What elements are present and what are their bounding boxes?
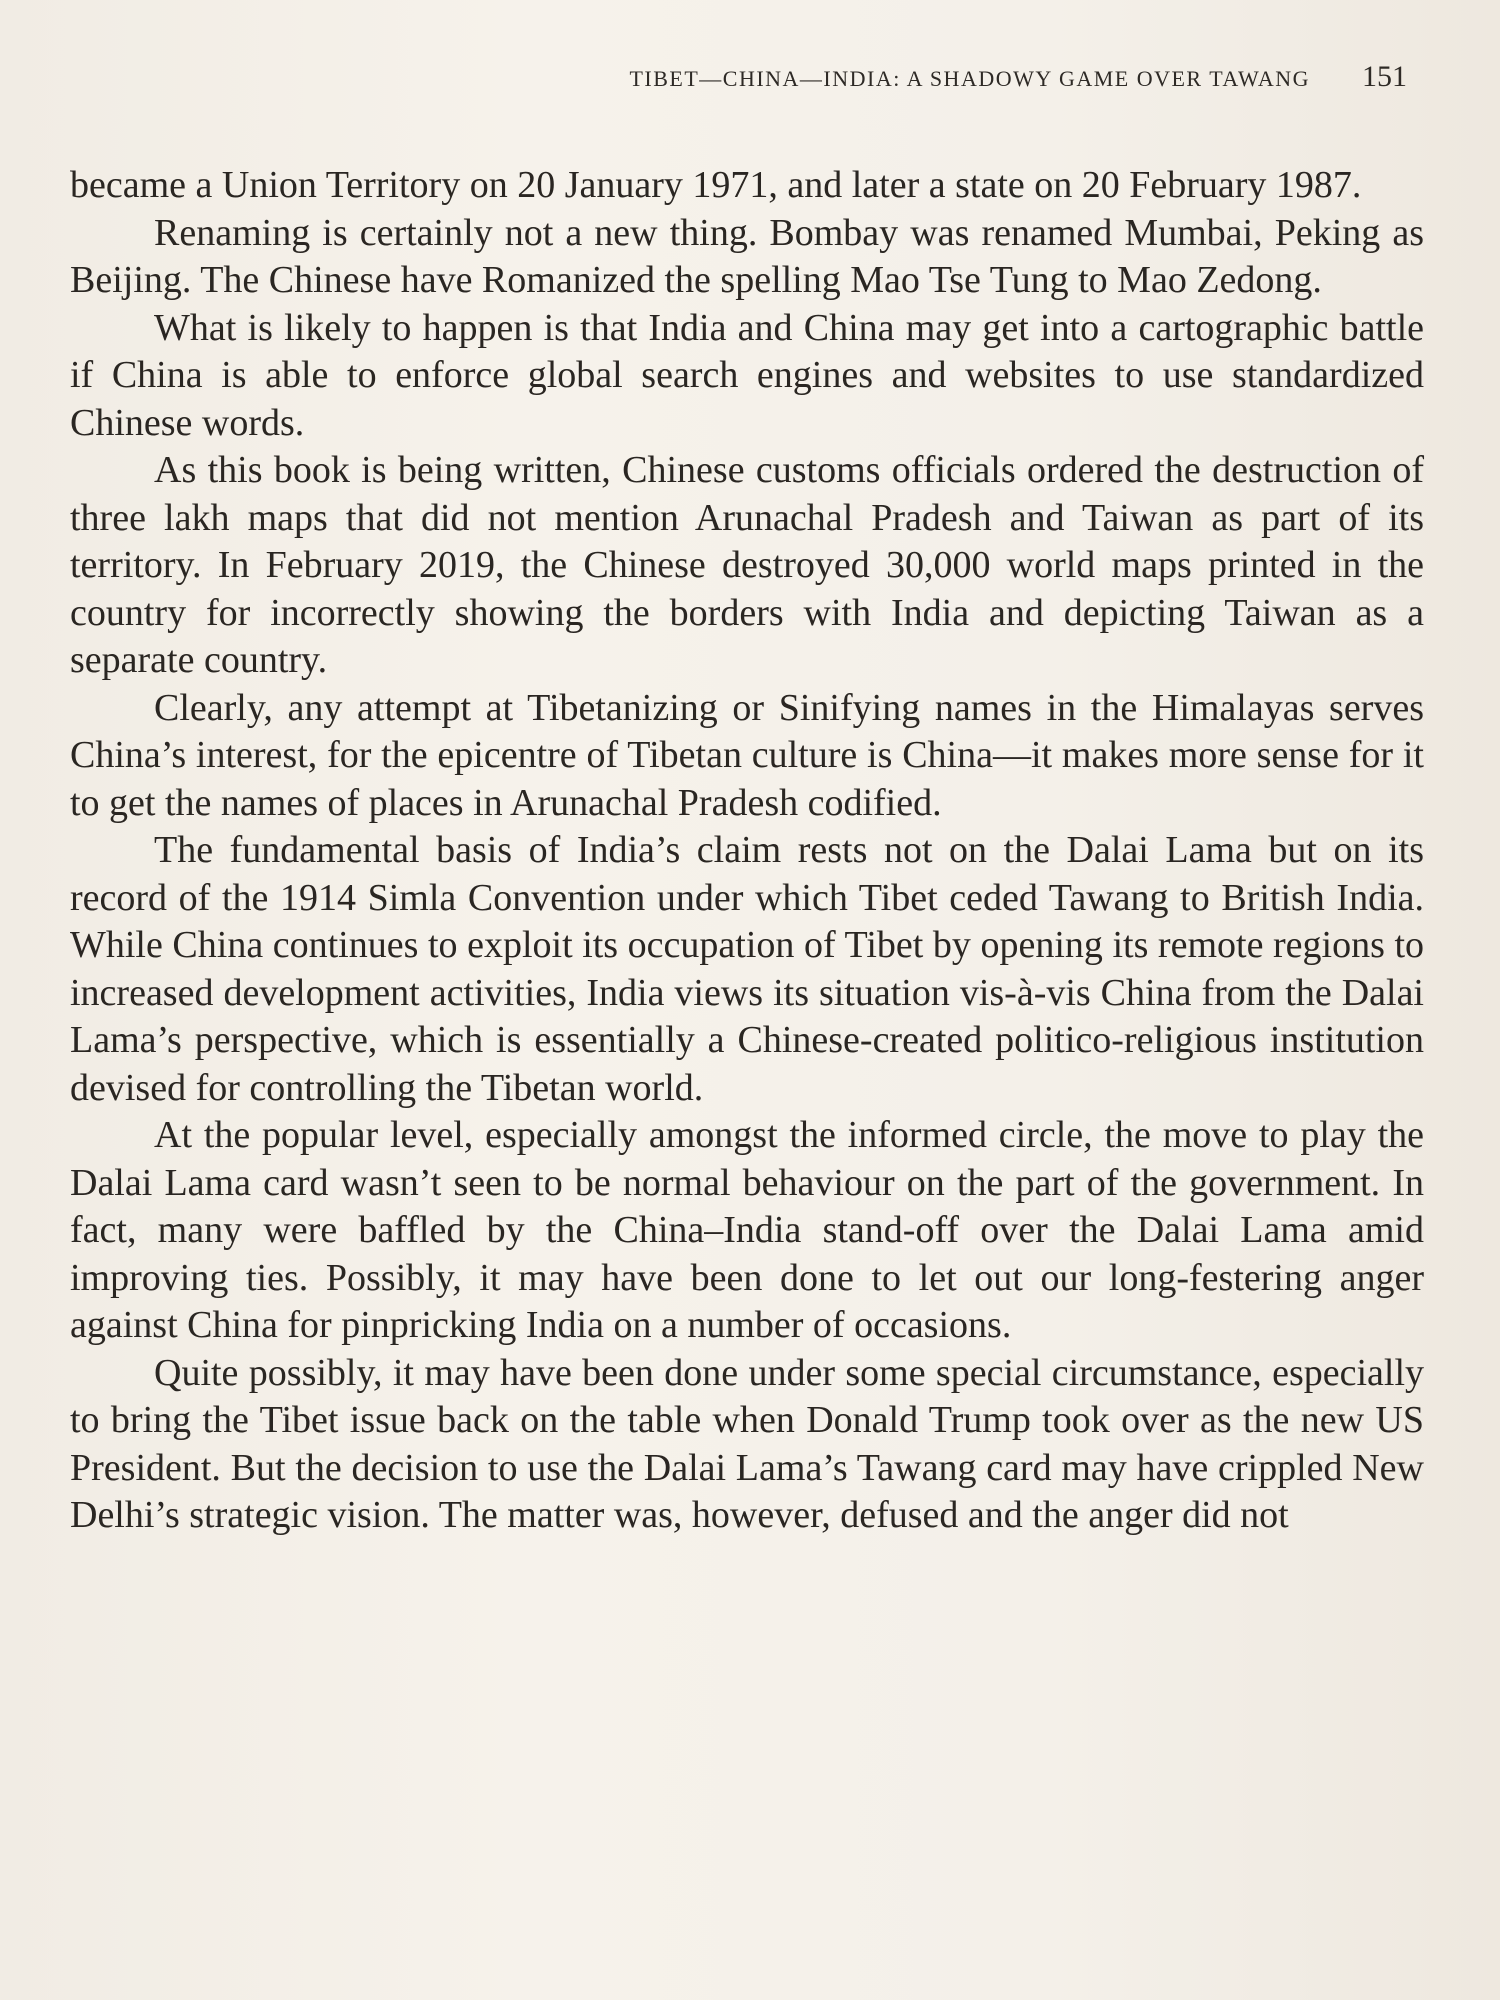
- paragraph: Clearly, any attempt at Tibetanizing or Sinifying names in the Himalayas serves China’s interest, for the epicentre of Tibetan culture is China—it makes more sense for it to get the names of places in Arunachal Pradesh codified.: [70, 686, 1424, 824]
- running-head: TIBET—CHINA—INDIA: A SHADOWY GAME OVER TAWANG: [629, 66, 1310, 91]
- paragraph: As this book is being written, Chinese customs officials ordered the destruction of three lakh maps that did not mention Arunachal Pradesh and Taiwan as part of its territory. In February 2019, the Chinese destroyed 30,000 world maps printed in the country for incorrectly showing the borders with India and depicting Taiwan as a separate country.: [70, 449, 1424, 681]
- paragraph: What is likely to happen is that India and China may get into a cartographic battle if China is able to enforce global search engines and websites to use standardized Chinese words.: [70, 306, 1424, 444]
- paragraph: Quite possibly, it may have been done under some special circumstance, especially to bring the Tibet issue back on the table when Donald Trump took over as the new US President. But the decision to use the Dalai Lama’s Tawang card may have crippled New Delhi’s strategic vision. The matter was, however, defused and the anger did not: [70, 1351, 1424, 1536]
- paragraph: became a Union Territory on 20 January 1971, and later a state on 20 February 1987.: [70, 164, 1362, 206]
- paragraph: The fundamental basis of India’s claim rests not on the Dalai Lama but on its record of the 1914 Simla Convention under which Tibet ceded Tawang to British India. While China continues to exploit its occupation of Tibet by opening its remote regions to increased development activities, India views its situation vis-à-vis China from the Dalai Lama’s perspective, which is essentially a Chinese-created politico-religious institution devised for controlling the Tibetan world.: [70, 829, 1424, 1109]
- page-number: 151: [1362, 60, 1407, 93]
- paragraph: Renaming is certainly not a new thing. Bombay was renamed Mumbai, Peking as Beijing. The Chinese have Romanized the spelling Mao Tse Tung to Mao Zedong.: [70, 211, 1424, 301]
- paragraph: At the popular level, especially amongst the informed circle, the move to play the Dalai Lama card wasn’t seen to be normal behaviour on the part of the government. In fact, many were baffled by the China–India stand-off over the Dalai Lama amid improving ties. Possibly, it may have been done to let out our long-festering anger against China for pinpricking India on a number of occasions.: [70, 1114, 1424, 1346]
- body-text: [70, 162, 1424, 1540]
